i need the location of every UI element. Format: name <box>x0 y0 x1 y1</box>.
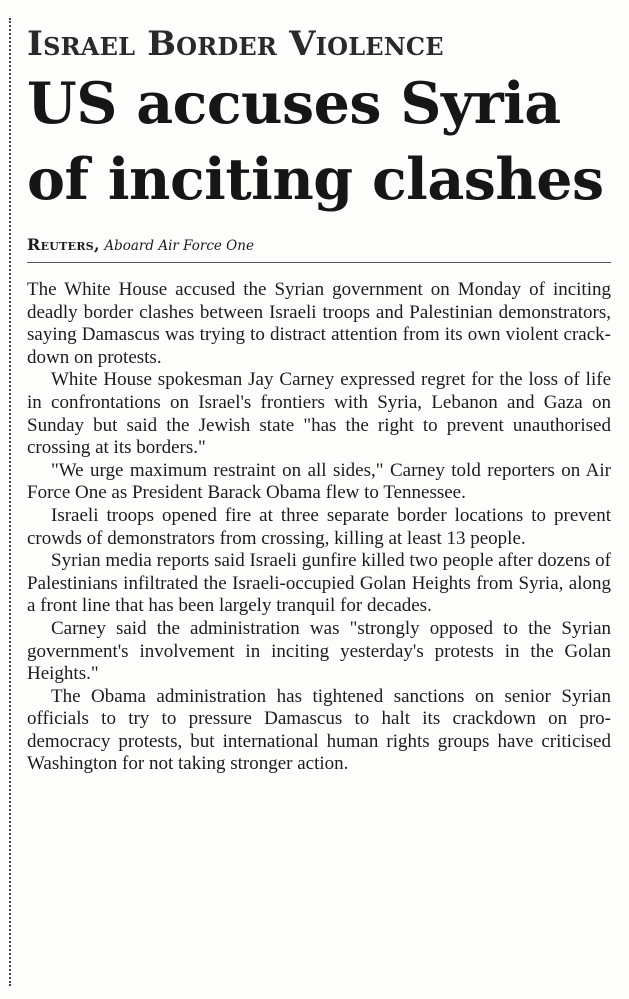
paragraph-3: "We urge maximum restraint on all sides," Carney told reporters on Air Force One as President Barack Obama flew to Tennessee. <box>27 459 611 504</box>
article-body <box>27 279 611 776</box>
byline-agency: Reuters, <box>27 235 100 254</box>
paragraph-2: White House spokesman Jay Carney expressed regret for the loss of life in confrontations on Israel's frontiers with Syria, Lebanon and Gaza on Sunday but said the Jewish state "has the right to prevent unauthorised crossing at its borders." <box>27 369 611 459</box>
headline <box>27 66 611 218</box>
dotted-column-rule <box>9 18 11 986</box>
headline-line-2: of inciting clashes <box>27 146 604 213</box>
paragraph-7: The Obama administration has tightened sanctions on senior Syrian officials to try to pressure Damascus to halt its crackdown on pro-democracy protests, but international human rights groups have criticised Washington for not taking stronger action. <box>27 685 611 775</box>
news-article <box>27 24 611 776</box>
paragraph-5: Syrian media reports said Israeli gunfire killed two people after dozens of Palestinians infiltrated the Israeli-occupied Golan Heights from Syria, along a front line that has been largely tranquil for decades. <box>27 550 611 617</box>
section-kicker: Israel Border Violence <box>27 24 444 64</box>
byline-dateline: Aboard Air Force One <box>104 238 254 254</box>
paragraph-4: Israeli troops opened fire at three separate border locations to prevent crowds of demonstrators from crossing, killing at least 13 people. <box>27 504 611 549</box>
paragraph-6: Carney said the administration was "strongly opposed to the Syrian government's involvement in inciting yesterday's protests in the Golan Heights." <box>27 617 611 685</box>
paragraph-1: The White House accused the Syrian government on Monday of inciting deadly border clashes between Israeli troops and Palestinian demonstrators, saying Damascus was trying to distract attention from its own violent crackdown on protests. <box>27 279 611 368</box>
byline <box>27 235 611 263</box>
headline-line-1: US accuses Syria <box>27 70 561 137</box>
